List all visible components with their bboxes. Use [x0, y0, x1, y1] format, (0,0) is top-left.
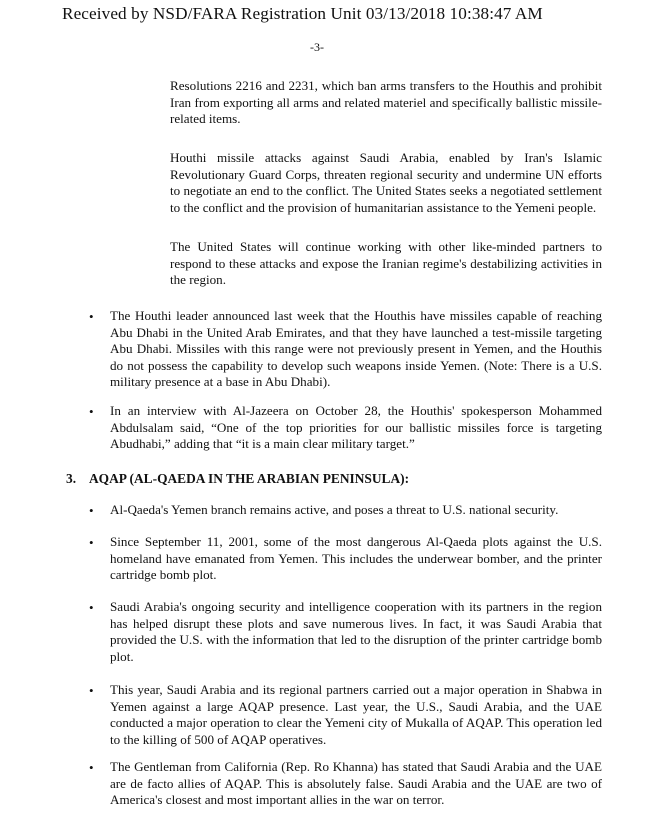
registration-stamp-header: Received by NSD/FARA Registration Unit 03/13/2018 10:38:47 AM	[62, 4, 543, 23]
al-jazeera-interview-bullet: In an interview with Al-Jazeera on October 28, the Houthis' spokesperson Mohammed Abdulsalam said, “One of the top priorities for our ballistic missiles force is targeting Abudhabi,” adding that “it is a main clear military target.”	[110, 403, 602, 452]
aqap-active-bullet: Al-Qaeda's Yemen branch remains active, and poses a threat to U.S. national security.	[110, 502, 559, 517]
bullet-marker: •	[89, 535, 94, 550]
resolutions-paragraph: Resolutions 2216 and 2231, which ban arms transfers to the Houthis and prohibit Iran from exporting all arms and related materiel and specifically ballistic missile-related items.	[170, 78, 602, 127]
houthi-missile-attacks-paragraph: Houthi missile attacks against Saudi Arabia, enabled by Iran's Islamic Revolutionary Guard Corps, threaten regional security and undermine UN efforts to negotiate an end to the conflict. The United States seeks a negotiated settlement to the conflict and the provision of humanitarian assistance to the Yemeni people.	[170, 150, 602, 215]
houthi-leader-announcement-bullet: The Houthi leader announced last week that the Houthis have missiles capable of reaching Abu Dhabi in the United Arab Emirates, and that they have launched a test-missile targeting Abu Dhabi. Missiles with this range were not previously present in Yemen, and the Houthis do not possess the capability to develop such weapons inside Yemen. (Note: There is a U.S. military presence at a base in Abu Dhabi).	[110, 308, 602, 390]
bullet-marker: •	[89, 600, 94, 615]
bullet-marker: •	[89, 683, 94, 698]
bullet-marker: •	[89, 760, 94, 775]
september-11-plots-bullet: Since September 11, 2001, some of the most dangerous Al-Qaeda plots against the U.S. homeland have emanated from Yemen. This includes the underwear bomber, and the printer cartridge bomb plot.	[110, 534, 602, 583]
section-title: AQAP (AL-QAEDA IN THE ARABIAN PENINSULA):	[89, 471, 410, 486]
bullet-marker: •	[89, 404, 94, 419]
bullet-marker: •	[89, 309, 94, 324]
page-number: -3-	[310, 40, 324, 54]
rep-khanna-statement-bullet: The Gentleman from California (Rep. Ro Khanna) has stated that Saudi Arabia and the UAE are de facto allies of AQAP. This is absolutely false. Saudi Arabia and the UAE are two of America's closest and most important allies in the war on terror.	[110, 759, 602, 808]
section-number: 3.	[66, 471, 77, 486]
united-states-partners-paragraph: The United States will continue working with other like-minded partners to respond to these attacks and expose the Iranian regime's destabilizing activities in the region.	[170, 239, 602, 288]
section-heading-aqap	[66, 471, 409, 487]
saudi-cooperation-bullet: Saudi Arabia's ongoing security and intelligence cooperation with its partners in the region has helped disrupt these plots and save numerous lives. In fact, it was Saudi Arabia that provided the U.S. with the information that led to the disruption of the printer cartridge bomb plot.	[110, 599, 602, 664]
bullet-marker: •	[89, 503, 94, 518]
shabwa-operation-bullet: This year, Saudi Arabia and its regional partners carried out a major operation in Shabwa in Yemen against a large AQAP presence. Last year, the U.S., Saudi Arabia, and the UAE conducted a major operation to clear the Yemeni city of Mukalla of AQAP. This operation led to the killing of 500 of AQAP operatives.	[110, 682, 602, 747]
